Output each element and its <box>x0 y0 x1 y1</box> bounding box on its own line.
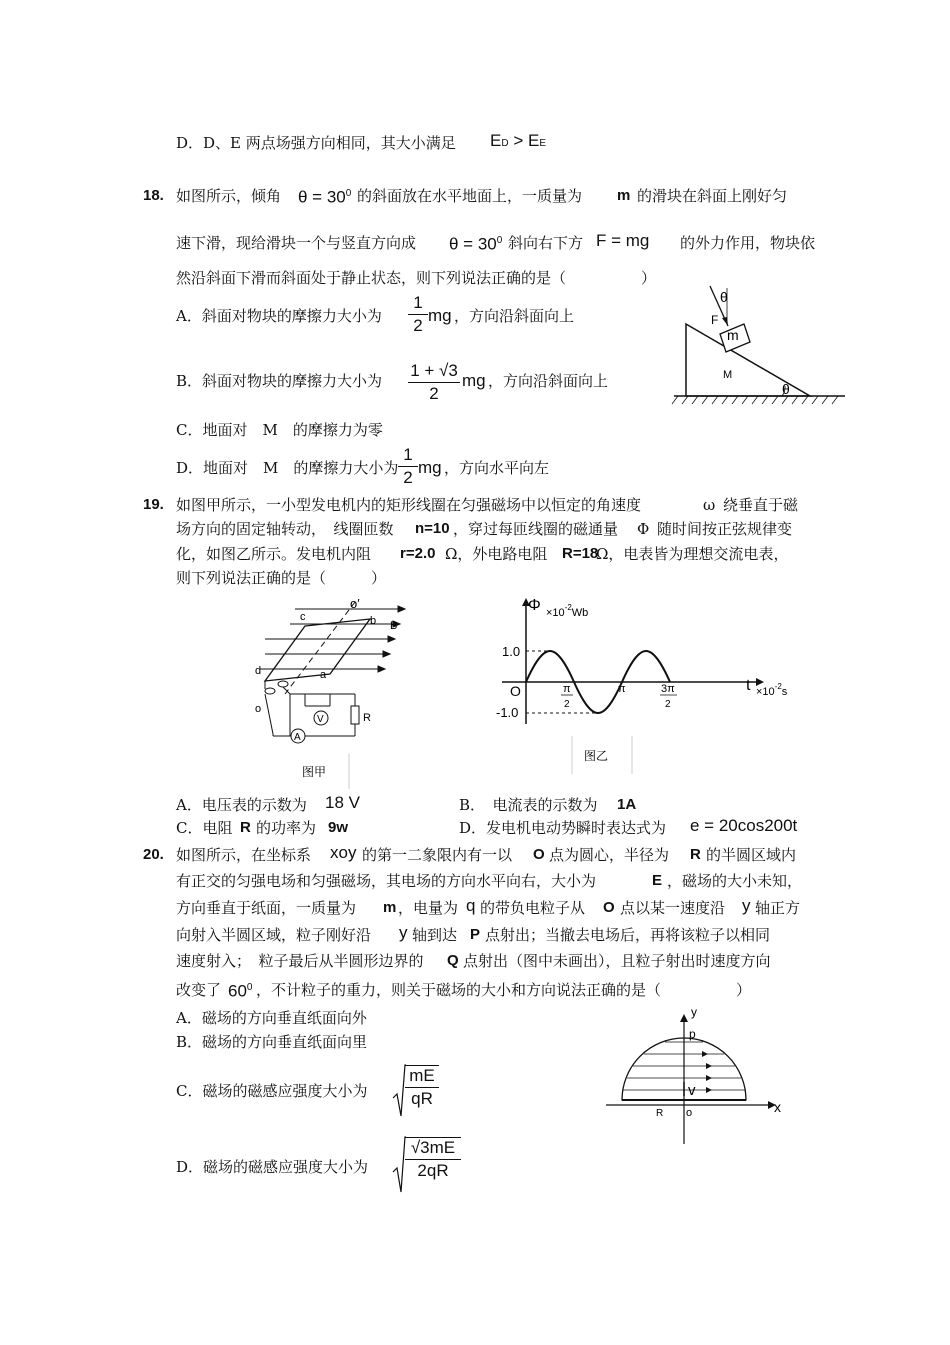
q18-option-d: D．地面对 M 的摩擦力大小为 <box>176 459 399 477</box>
q19-line3-R: R=18 <box>562 545 599 562</box>
q18-line1-c: 的滑块在斜面上刚好匀 <box>637 187 788 205</box>
q20-line3-d: 点以某一速度沿 <box>620 899 726 917</box>
q19-fig-yi <box>490 594 810 779</box>
q18-option-b-mg: mg <box>462 371 486 390</box>
q19-fig-d: d <box>255 665 262 677</box>
q19-fig-jia <box>245 594 420 794</box>
q19-fig-tick3-den: 2 <box>665 699 671 710</box>
q18-option-c: C．地面对 M 的摩擦力为零 <box>176 421 383 439</box>
q18-fig-m: m <box>727 327 739 343</box>
q19-option-c: C．电阻 <box>176 819 233 837</box>
q20-line6: 改变了 <box>176 981 222 999</box>
q20-number: 20. <box>143 846 164 863</box>
q20-fig-p: p <box>689 1027 696 1041</box>
q18-line1-m: m <box>617 187 631 204</box>
q18-option-a-frac: 1 2 <box>408 293 428 336</box>
q19-fig-o-prime: o′ <box>350 596 360 611</box>
q20-fig-y: y <box>691 1005 697 1019</box>
q17-option-d: D．D、E 两点场强方向相同，其大小满足 <box>176 134 456 152</box>
q20-line5: 速度射入； 粒子最后从半圆形边界的 <box>176 952 424 970</box>
q19-line1-omega: ω <box>703 496 716 514</box>
q20-line2-E: E <box>652 872 663 889</box>
q19-fig-c: c <box>300 611 306 623</box>
q20-line3-q: q <box>466 896 476 915</box>
q19-option-c-R: R <box>240 819 251 836</box>
q18-option-b-tail: ，方向沿斜面向上 <box>488 372 609 390</box>
q20-option-d-frac: √3mE 2qR <box>405 1137 461 1181</box>
q19-line3: 化，如图乙所示。发电机内阻 <box>176 545 372 563</box>
q20-line1-xoy: xoy <box>330 843 357 862</box>
q19-fig-V: V <box>317 714 324 725</box>
q18-option-a-tail: ，方向沿斜面向上 <box>454 307 575 325</box>
q20-line4: 向射入半圆区域，粒子刚好沿 <box>176 926 372 944</box>
q19-fig-yi-caption: 图乙 <box>584 749 609 763</box>
q19-option-a-val: 18 V <box>325 793 360 812</box>
q20-line5-b: 点射出（图中未画出），且粒子射出时速度方向 <box>463 952 771 970</box>
q18-line2-theta: $\theta = 30^0$ <box>449 234 503 254</box>
q19-number: 19. <box>143 496 164 513</box>
q20-fig-o: o <box>686 1107 693 1119</box>
q19-fig-B: B <box>390 620 398 632</box>
q19-line1-b: 绕垂直于磁 <box>723 496 799 514</box>
q18-line3: 然沿斜面下滑而斜面处于静止状态，则下列说法正确的是（ ） <box>176 269 657 287</box>
q19-fig-y-top: 1.0 <box>502 644 521 659</box>
q20-option-a: A．磁场的方向垂直纸面向外 <box>176 1009 367 1027</box>
q19-line1: 如图甲所示，一小型发电机内的矩形线圈在匀强磁场中以恒定的角速度 <box>176 496 642 514</box>
q20-line1-O: O <box>533 846 545 863</box>
q18-line2: 速下滑，现给滑块一个与竖直方向成 <box>176 234 417 252</box>
q19-fig-tick3-num: 3π <box>661 683 675 695</box>
q19-line3-b: Ω，外电路电阻 <box>445 545 548 563</box>
q18-option-a-mg: mg <box>428 306 452 325</box>
q18-incline-figure <box>670 282 855 407</box>
q19-line3-r: r=2.0 <box>400 545 436 562</box>
q19-line3-c: Ω，电表皆为理想交流电表， <box>596 545 789 563</box>
q19-line4: 则下列说法正确的是（ ） <box>176 569 387 587</box>
q19-option-b-val: 1A <box>617 796 637 813</box>
q20-option-c-frac: mE qR <box>405 1065 439 1109</box>
q20-fig-x: x <box>774 1099 781 1115</box>
q18-option-a: A．斜面对物块的摩擦力大小为 <box>176 307 382 325</box>
q19-line2-b: ，穿过每匝线圈的磁通量 <box>453 520 619 538</box>
q18-line2-c: 的外力作用，物块依 <box>680 234 816 252</box>
q18-fig-M: M <box>723 369 733 381</box>
q19-fig-y-phi: Φ <box>528 597 541 614</box>
q19-fig-o: o <box>255 703 262 715</box>
q19-fig-R: R <box>363 712 371 724</box>
q18-option-b: B．斜面对物块的摩擦力大小为 <box>176 372 383 390</box>
q19-line2-c: 随时间按正弦规律变 <box>657 520 793 538</box>
q20-fig-v: v <box>688 1082 696 1099</box>
q18-line2-b: 斜向右下方 <box>508 234 584 252</box>
q20-line4-P: P <box>470 926 481 943</box>
q20-option-d-sqrt <box>392 1136 406 1194</box>
q18-option-d-frac: 1 2 <box>398 445 418 488</box>
q19-option-a: A．电压表的示数为 <box>176 796 307 814</box>
q19-option-c-mid: 的功率为 <box>256 819 317 837</box>
q18-number: 18. <box>143 187 164 204</box>
q19-fig-x-t: t <box>746 677 751 694</box>
q19-line2-n: n=10 <box>415 520 450 537</box>
q19-fig-tick2: π <box>618 683 626 695</box>
q18-line1: 如图所示，倾角 <box>176 187 282 205</box>
q18-line1-b: 的斜面放在水平地面上，一质量为 <box>357 187 583 205</box>
q19-option-d: D．发电机电动势瞬时表达式为 <box>459 819 667 837</box>
q20-line1-d: 的半圆区域内 <box>706 846 797 864</box>
q20-line4-b: 轴到达 <box>412 926 458 944</box>
q20-line6-60: $60^0$ <box>228 981 253 1001</box>
q20-line5-Q: Q <box>447 952 459 969</box>
q18-option-b-frac: 1 + √3 2 <box>408 361 460 404</box>
q18-line2-F: F = mg <box>596 231 650 250</box>
q20-option-c: C．磁场的磁感应强度大小为 <box>176 1082 368 1100</box>
q20-line3-O: O <box>603 899 615 916</box>
q19-fig-tick1-den: 2 <box>564 699 570 710</box>
q19-line2: 场方向的固定轴转动， 线圈匝数 <box>176 520 394 538</box>
q19-fig-x-unit: $\times 10^{-2}s$ <box>756 682 788 698</box>
q18-line1-theta: $\theta = 30^0$ <box>298 187 352 207</box>
q20-line1-b: 的第一二象限内有一以 <box>362 846 513 864</box>
q19-fig-a: a <box>320 669 327 681</box>
q18-option-d-mg: mg <box>418 458 442 477</box>
q20-line1: 如图所示，在坐标系 <box>176 846 312 864</box>
q20-line6-b: ，不计粒子的重力，则关于磁场的大小和方向说法正确的是（ ） <box>256 981 752 999</box>
q19-fig-b: b <box>370 615 377 627</box>
q20-line3-e: 轴正方 <box>755 899 801 917</box>
q20-line3-b: ，电量为 <box>398 899 459 917</box>
q20-line2-b: ，磁场的大小未知， <box>667 872 803 890</box>
q18-option-d-tail: ，方向水平向左 <box>444 459 550 477</box>
q20-line3-y: y <box>742 896 751 915</box>
q20-line4-c: 点射出；当撤去电场后，再将该粒子以相同 <box>485 926 771 944</box>
q19-fig-A: A <box>294 732 301 743</box>
q20-option-b: B．磁场的方向垂直纸面向里 <box>176 1033 368 1051</box>
q20-line3-m: m <box>383 899 397 916</box>
q20-line2: 有正交的匀强电场和匀强磁场，其电场的方向水平向右，大小为 <box>176 872 597 890</box>
q20-option-d: D．磁场的磁感应强度大小为 <box>176 1158 369 1176</box>
q19-line2-phi: Φ <box>637 520 650 538</box>
q19-option-b: B． 电流表的示数为 <box>459 796 598 814</box>
q19-fig-origin: O <box>510 683 521 699</box>
q20-fig-R: R <box>656 1108 664 1119</box>
q20-line1-R: R <box>690 846 701 863</box>
q20-line3: 方向垂直于纸面，一质量为 <box>176 899 357 917</box>
q20-line4-y: y <box>399 923 408 942</box>
q18-fig-F: F <box>711 313 719 327</box>
q20-semicircle-figure <box>600 1000 800 1150</box>
q20-line1-c: 点为圆心，半径为 <box>549 846 670 864</box>
q20-option-c-sqrt <box>392 1064 406 1118</box>
q19-fig-jia-caption: 图甲 <box>302 765 327 779</box>
q18-fig-theta-bottom: θ <box>782 381 790 397</box>
q19-option-c-val: 9w <box>328 819 349 836</box>
q17-option-d-math: ED > EE <box>490 131 546 150</box>
q19-fig-tick1-num: π <box>563 683 571 695</box>
q19-fig-y-unit: $\times 10^{-2}Wb$ <box>546 603 589 619</box>
q19-option-d-val: e = 20cos200t <box>690 816 798 835</box>
q20-line3-c: 的带负电粒子从 <box>480 899 586 917</box>
q18-fig-theta-top: θ <box>720 289 728 305</box>
q19-fig-y-bot: -1.0 <box>496 705 519 720</box>
